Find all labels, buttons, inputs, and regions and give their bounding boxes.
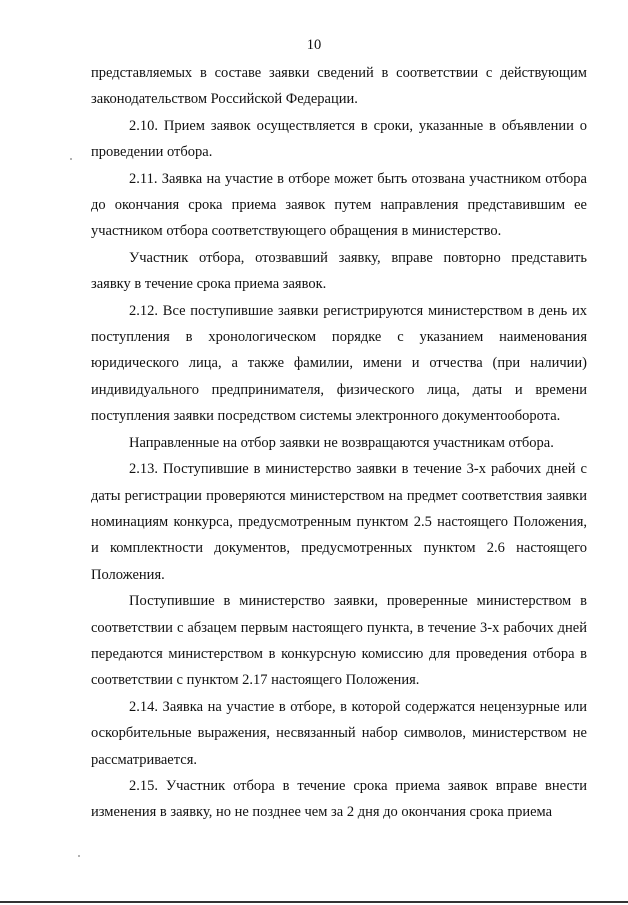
paragraph-2-15: 2.15. Участник отбора в течение срока приема заявок вправе внести изменения в заявку, но не позднее чем за 2 дня до окончания срока приема (91, 777, 587, 821)
paragraph-2-10: 2.10. Прием заявок осуществляется в сроки, указанные в объявлении о проведении отбора. (91, 117, 587, 161)
paragraph-2-12-no-return: Направленные на отбор заявки не возвращаются участникам отбора. (129, 434, 554, 451)
paragraph-2-13-transfer: Поступившие в министерство заявки, проверенные министерством в соответствии с абзацем первым настоящего пункта, в течение 3-х рабочих дней передаются министерством в конкурсную комиссию для проведения отбора в соответствии с пунктом 2.17 настоящего Положения. (91, 593, 587, 689)
paragraph-2-13: 2.13. Поступившие в министерство заявки в течение 3-х рабочих дней с даты регистрации проверяются министерством на предмет соответствия заявки номинациям конкурса, предусмотренным пунктом 2.5 настоящего Положения, и комплектности документов, предусмотренных пунктом 2.6 настоящего Положения. (91, 461, 587, 583)
scan-edge-line (0, 901, 628, 903)
page-number: 10 (306, 37, 322, 53)
scan-speck (78, 855, 80, 857)
paragraph-2-14: 2.14. Заявка на участие в отборе, в которой содержатся нецензурные или оскорбительные выражения, несвязанный набор символов, министерством не рассматривается. (91, 698, 587, 768)
paragraph-2-12: 2.12. Все поступившие заявки регистрируются министерством в день их поступления в хронологическом порядке с указанием наименования юридического лица, а также фамилии, имени и отчества (при наличии) индивидуального предпринимателя, физического лица, даты и времени поступления заявки посредством системы электронного документооборота. (91, 302, 587, 425)
scan-speck (70, 158, 72, 160)
document-body (91, 60, 587, 826)
paragraph-continuation: представляемых в составе заявки сведений в соответствии с действующим законодательством Российской Федерации. (91, 65, 587, 108)
paragraph-2-11: 2.11. Заявка на участие в отборе может быть отозвана участником отбора до окончания срока приема заявок путем направления представившим ее участником отбора соответствующего обращения в министерство. (91, 170, 587, 240)
paragraph-2-11-withdrawal: Участник отбора, отозвавший заявку, вправе повторно представить заявку в течение срока приема заявок. (91, 249, 587, 293)
